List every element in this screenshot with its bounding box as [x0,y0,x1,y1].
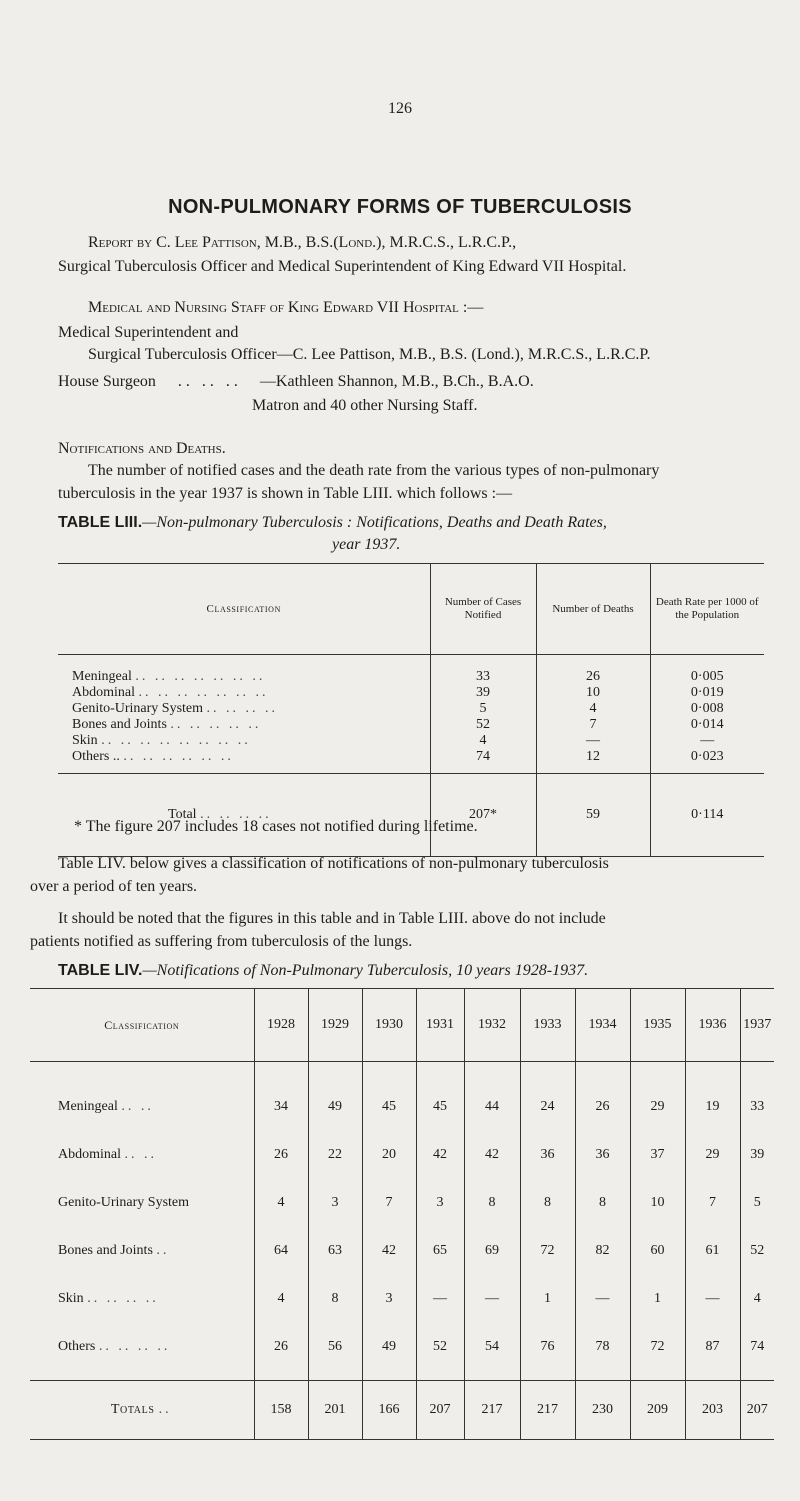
value-cell: 10 [630,1179,685,1227]
report-author: Report by C. Lee Pattison, M.B., B.S.(Lond.), M.R.C.S., L.R.C.P., [88,234,517,251]
rate-cell: 0·019 [650,685,764,701]
leader-dots: .. .. [124,1147,157,1162]
staff-line-2: Surgical Tuberculosis Officer—C. Lee Pattison, M.B., B.S. (Lond.), M.R.C.S., L.R.C.P. [88,346,651,363]
table-row [58,701,764,717]
total-rate-cell: 0·114 [650,774,764,857]
value-cell: 37 [630,1131,685,1179]
value-cell: 42 [416,1131,464,1179]
notifications-para-1: The number of notified cases and the death rate from the various types of non-pulmonary [88,462,660,479]
value-cell: 8 [575,1179,630,1227]
total-cell: 217 [464,1381,520,1440]
house-surgeon-value: —Kathleen Shannon, M.B., B.Ch., B.A.O. [259,373,534,390]
staff-heading: Medical and Nursing Staff of King Edward VII Hospital :— [88,299,484,316]
row-label: Others .. [72,749,120,764]
value-cell: 19 [685,1062,740,1132]
row-label: Others [58,1339,96,1354]
leader-dots: .. [158,1402,172,1417]
value-cell: 76 [520,1323,575,1381]
value-cell: 34 [254,1062,308,1132]
leader-dots: .. .. [121,1099,154,1114]
year-header: 1930 [362,989,416,1062]
table-row [30,1131,774,1179]
value-cell: 74 [740,1323,774,1381]
table-liv-title-bold: TABLE LIV. [58,962,143,979]
table-row [58,685,764,701]
total-cell: 207 [416,1381,464,1440]
value-cell: 33 [740,1062,774,1132]
total-cell: 209 [630,1381,685,1440]
value-cell: 60 [630,1227,685,1275]
row-label: Genito-Urinary System [72,701,204,716]
table-liv-header-classification: Classification [30,989,254,1062]
value-cell: 3 [362,1275,416,1323]
value-cell: 49 [308,1062,362,1132]
footnote: * The figure 207 includes 18 cases not notified during lifetime. [74,818,478,835]
total-label: Total [168,807,197,822]
row-label: Genito-Urinary System [58,1195,190,1210]
value-cell: 4 [254,1275,308,1323]
table-liii-title-italic: —Non-pulmonary Tuberculosis : Notifications, Deaths and Death Rates, [142,514,607,531]
totals-label: Totals [110,1402,155,1417]
leader-dots: .. .. .. .. [87,1291,159,1306]
value-cell: — [575,1275,630,1323]
value-cell: 7 [685,1179,740,1227]
year-header: 1937 [740,989,774,1062]
total-cell: 166 [362,1381,416,1440]
year-header: 1928 [254,989,308,1062]
rate-cell: 0·005 [650,655,764,686]
cases-cell: 33 [430,655,536,686]
value-cell: 56 [308,1323,362,1381]
leader-dots: .. .. .. .. [200,807,272,822]
total-cell: 217 [520,1381,575,1440]
rate-cell: 0·014 [650,717,764,733]
value-cell: 44 [464,1062,520,1132]
table-liii-title [58,514,607,532]
value-cell: 3 [416,1179,464,1227]
leader-dots: .. .. .. .. .. .. .. .. [101,733,251,748]
row-label: Abdominal [58,1147,121,1162]
value-cell: 1 [520,1275,575,1323]
rate-cell: 0·023 [650,749,764,774]
rate-cell: 0·008 [650,701,764,717]
value-cell: 45 [416,1062,464,1132]
row-label: Meningeal [72,669,132,684]
leader-dots: .. .. .. .. .. .. .. [138,685,269,700]
value-cell: 4 [254,1179,308,1227]
year-header: 1929 [308,989,362,1062]
cases-cell: 4 [430,733,536,749]
report-line-2: Surgical Tuberculosis Officer and Medical Superintendent of King Edward VII Hospital. [58,258,627,275]
value-cell: 8 [308,1275,362,1323]
house-surgeon-label: House Surgeon [58,373,156,390]
table-row [30,1227,774,1275]
row-label: Meningeal [58,1099,118,1114]
value-cell: 72 [520,1227,575,1275]
table-liv [30,988,774,1440]
year-header: 1934 [575,989,630,1062]
total-cases-cell: 207* [430,774,536,857]
total-cell: 203 [685,1381,740,1440]
deaths-cell: 4 [536,701,650,717]
table-liii-header-deaths: Number of Deaths [536,564,650,655]
total-cell: 207 [740,1381,774,1440]
table-liii-header-rate: Death Rate per 1000 of the Population [650,564,764,655]
value-cell: 20 [362,1131,416,1179]
row-label: Bones and Joints [72,717,167,732]
row-label: Bones and Joints [58,1243,153,1258]
value-cell: 36 [575,1131,630,1179]
leader-dots: .. .. .. .. [206,701,279,716]
table-row [30,1323,774,1381]
value-cell: 45 [362,1062,416,1132]
value-cell: 82 [575,1227,630,1275]
total-cell: 158 [254,1381,308,1440]
value-cell: 42 [464,1131,520,1179]
row-label: Skin [72,733,98,748]
page-title: NON-PULMONARY FORMS OF TUBERCULOSIS [168,196,632,218]
year-header: 1933 [520,989,575,1062]
table-liii [58,563,764,857]
value-cell: 8 [464,1179,520,1227]
value-cell: 87 [685,1323,740,1381]
row-label: Skin [58,1291,84,1306]
cases-cell: 5 [430,701,536,717]
liv-intro-line-2: over a period of ten years. [30,878,198,895]
cases-cell: 39 [430,685,536,701]
value-cell: 3 [308,1179,362,1227]
value-cell: 29 [685,1131,740,1179]
deaths-cell: — [536,733,650,749]
table-liv-totals-row [30,1381,774,1440]
value-cell: 72 [630,1323,685,1381]
table-liii-title-line-2 [332,536,400,554]
table-row [58,655,764,686]
value-cell: 52 [416,1323,464,1381]
cases-cell: 52 [430,717,536,733]
cases-cell: 74 [430,749,536,774]
deaths-cell: 7 [536,717,650,733]
value-cell: — [685,1275,740,1323]
table-liii-header-cases: Number of Cases Notified [430,564,536,655]
value-cell: 54 [464,1323,520,1381]
table-liv-title [58,962,588,980]
total-deaths-cell: 59 [536,774,650,857]
total-cell: 230 [575,1381,630,1440]
staff-line-4: Matron and 40 other Nursing Staff. [252,397,478,414]
year-header: 1936 [685,989,740,1062]
table-row [58,749,764,774]
table-liii-total-row [58,774,764,857]
value-cell: 29 [630,1062,685,1132]
total-cell: 201 [308,1381,362,1440]
row-label: Abdominal [72,685,135,700]
value-cell: 7 [362,1179,416,1227]
notifications-para-2: tuberculosis in the year 1937 is shown in Table LIII. which follows :— [58,485,513,502]
value-cell: 26 [254,1131,308,1179]
liv-intro-line-1: Table LIV. below gives a classification of notifications of non-pulmonary tuberculosis [58,855,609,872]
note-line-1: It should be noted that the figures in this table and in Table LIII. above do not include [58,910,606,927]
value-cell: 26 [254,1323,308,1381]
value-cell: 36 [520,1131,575,1179]
leader-dots: .. [156,1243,170,1258]
value-cell: 4 [740,1275,774,1323]
value-cell: 5 [740,1179,774,1227]
report-line-1 [88,234,516,252]
value-cell: 22 [308,1131,362,1179]
notifications-heading: Notifications and Deaths. [58,440,226,457]
table-row [30,1062,774,1132]
leader-dots: .. .. .. .. [98,1339,171,1354]
value-cell: 52 [740,1227,774,1275]
value-cell: — [464,1275,520,1323]
table-row [30,1179,774,1227]
value-cell: — [416,1275,464,1323]
year-header: 1932 [464,989,520,1062]
value-cell: 78 [575,1323,630,1381]
table-liii-year: year 1937. [332,536,401,553]
value-cell: 26 [575,1062,630,1132]
table-liii-header-row [58,564,764,655]
value-cell: 64 [254,1227,308,1275]
house-surgeon-dots: . . . . . . [177,373,238,390]
table-liii-header-classification: Classification [58,564,430,655]
year-header: 1935 [630,989,685,1062]
deaths-cell: 12 [536,749,650,774]
deaths-cell: 10 [536,685,650,701]
rate-cell: — [650,733,764,749]
table-row [58,733,764,749]
deaths-cell: 26 [536,655,650,686]
year-header: 1931 [416,989,464,1062]
note-line-2: patients notified as suffering from tuberculosis of the lungs. [30,933,413,950]
value-cell: 61 [685,1227,740,1275]
staff-line-1: Medical Superintendent and [58,324,239,341]
value-cell: 8 [520,1179,575,1227]
table-liii-title-bold: TABLE LIII. [58,514,143,531]
value-cell: 63 [308,1227,362,1275]
staff-line-3 [58,373,534,391]
value-cell: 69 [464,1227,520,1275]
value-cell: 1 [630,1275,685,1323]
value-cell: 42 [362,1227,416,1275]
table-row [30,1275,774,1323]
table-liv-title-italic: —Notifications of Non-Pulmonary Tuberculosis, 10 years 1928-1937. [142,962,589,979]
table-liv-header-row [30,989,774,1062]
leader-dots: .. .. .. .. .. .. [123,749,234,764]
value-cell: 24 [520,1062,575,1132]
page-number: 126 [388,100,412,117]
value-cell: 39 [740,1131,774,1179]
table-row [58,717,764,733]
leader-dots: .. .. .. .. .. [170,717,262,732]
value-cell: 65 [416,1227,464,1275]
leader-dots: .. .. .. .. .. .. .. [135,669,266,684]
value-cell: 49 [362,1323,416,1381]
